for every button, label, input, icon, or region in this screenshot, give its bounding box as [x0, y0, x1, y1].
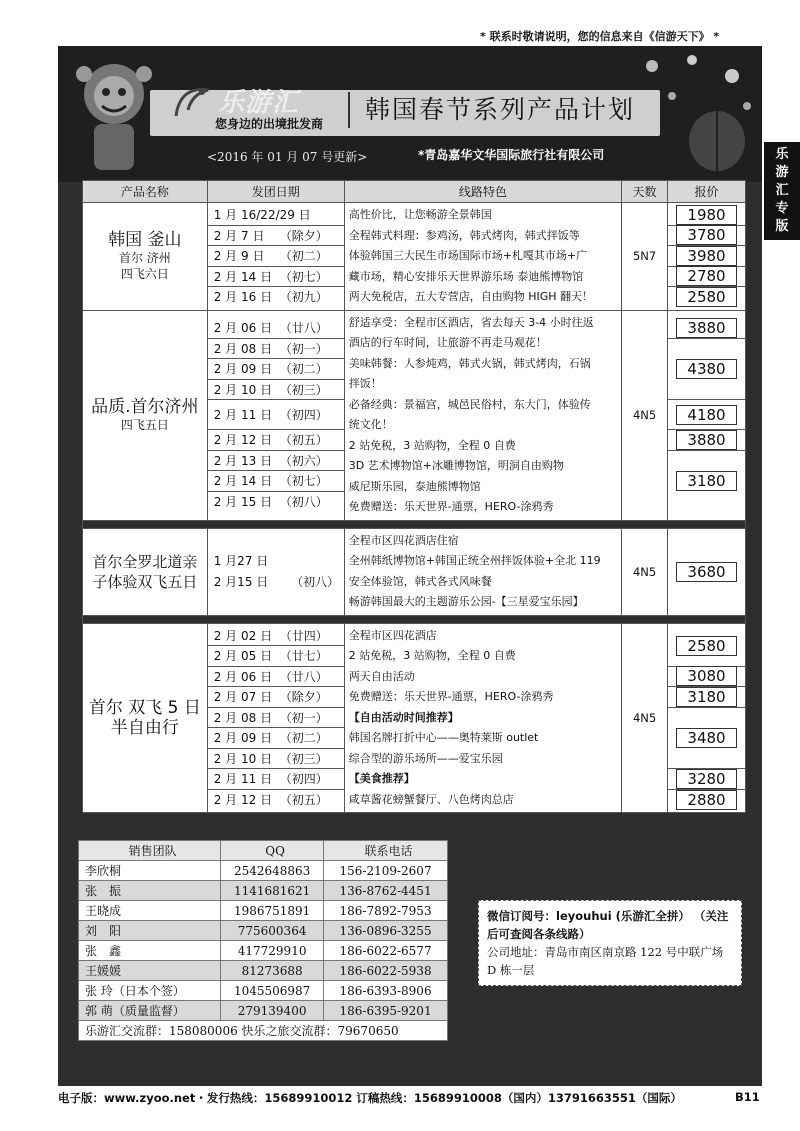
price — [668, 205, 745, 226]
product-sub: 首尔 济州 — [118, 251, 171, 266]
side-tab-char: 游 — [775, 165, 789, 180]
feature-line: 体验韩国三大民生市场国际市场+札嘎其市场+广 — [348, 249, 588, 262]
brand-name: 乐游汇 — [218, 88, 300, 118]
feature-line: 美味韩餐：人参炖鸡，韩式火锅，韩式烤肉，石锅 — [348, 356, 591, 370]
gap-cell — [83, 615, 746, 623]
product-sub: 四飞六日 — [120, 267, 169, 282]
sales-phone: 186-6393-8906 — [324, 981, 448, 1001]
price-value: 4180 — [676, 405, 736, 425]
price-value: 3280 — [676, 769, 736, 789]
departure-date: 2 月 08 日 （初一） — [208, 708, 344, 729]
table-header — [83, 181, 746, 203]
departure-date: 2 月 07 日 （除夕） — [208, 687, 344, 708]
sales-header-team: 销售团队 — [79, 841, 221, 861]
feature-line: 【美食推荐】 — [348, 772, 415, 785]
feature-line: 【自由活动时间推荐】 — [348, 710, 459, 724]
features-cell — [344, 203, 621, 311]
feature-line: 酒店的行车时间，让旅游不再走马观花！ — [348, 336, 547, 349]
sales-phone: 136-0896-3255 — [324, 921, 448, 941]
feature-line: 畅游韩国最大的主题游乐公园-【三星爱宝乐园】 — [348, 595, 584, 608]
sales-team-table — [78, 840, 448, 1041]
departure-date: 2 月 06 日 （廿八） — [208, 667, 344, 688]
sales-phone: 186-7892-7953 — [324, 901, 448, 921]
sales-qq: 1986751891 — [221, 901, 324, 921]
price-col — [668, 623, 746, 813]
feature-line: 2 站免税，3 站购物，全程 0 自费 — [348, 438, 516, 452]
table-row — [79, 961, 448, 981]
table-row — [79, 901, 448, 921]
product-name-cell — [83, 310, 208, 520]
departure-date: 2 月 7 日 （除夕） — [208, 226, 344, 247]
price — [668, 430, 745, 451]
feature-line: 全程韩式料理：参鸡汤，韩式烤肉，韩式拌饭等 — [348, 228, 580, 242]
departure-date: 2 月 09 日 （初二） — [208, 359, 344, 380]
table-row — [79, 881, 448, 901]
price-value: 2780 — [676, 266, 736, 286]
departure-date: 2 月 10 日 （初三） — [208, 749, 344, 770]
days-cell: 4N5 — [622, 623, 668, 813]
agency-name: *青岛嘉华文华国际旅行社有限公司 — [418, 148, 605, 162]
feature-line: 统文化！ — [348, 418, 393, 431]
table-row — [83, 528, 746, 615]
feature-line: 免费赠送：乐天世界-通票，HERO-涂鸦秀 — [348, 500, 554, 513]
price-value: 3080 — [676, 666, 736, 686]
feature-line: 高性价比，让您畅游全景韩国 — [348, 208, 492, 221]
side-tab-char: 乐 — [775, 147, 789, 162]
features-cell — [344, 310, 621, 520]
price — [668, 790, 745, 811]
side-tab-char: 专 — [775, 201, 789, 216]
product-name-cell — [83, 623, 208, 813]
price — [668, 708, 745, 770]
header-price: 报价 — [668, 181, 746, 203]
feature-line: 拌饭！ — [348, 377, 382, 390]
departure-date: 2 月 10 日 （初三） — [208, 380, 344, 401]
feature-line: 2 站免税，3 站购物，全程 0 自费 — [348, 649, 516, 662]
sales-phone: 186-6022-5938 — [324, 961, 448, 981]
sales-name: 张 鑫 — [79, 941, 221, 961]
price-value: 3680 — [676, 562, 736, 582]
product-name-cell — [83, 528, 208, 615]
product-name-cell — [83, 203, 208, 311]
features-cell — [344, 528, 621, 615]
price-value: 3880 — [676, 318, 736, 338]
price-value: 3180 — [676, 471, 736, 491]
price — [668, 626, 745, 667]
price — [668, 267, 745, 288]
departure-date: 2 月 14 日 （初七） — [208, 267, 344, 288]
wechat-line2-text: 后可查阅各条线路） — [487, 927, 591, 941]
feature-line: 全程市区四花酒店住宿 — [348, 533, 459, 547]
table-row — [79, 921, 448, 941]
price — [668, 451, 745, 513]
departure-date: 2 月15 日 （初八） — [213, 574, 340, 589]
sales-qq: 1141681621 — [221, 881, 324, 901]
product-table — [82, 180, 746, 813]
price-value: 2580 — [676, 287, 736, 307]
departure-date: 2 月 12 日 （初五） — [213, 792, 328, 807]
side-tab-char: 版 — [775, 219, 789, 234]
price-value: 3480 — [676, 728, 736, 748]
sales-qq: 279139400 — [221, 1001, 324, 1021]
departure-date: 2 月 9 日 （初二） — [208, 246, 344, 267]
feature-line: 韩国名牌打折中心——奥特莱斯 outlet — [348, 731, 539, 744]
table-row — [79, 861, 448, 881]
price-col — [668, 528, 746, 615]
departure-date: 1 月 16/22/29 日 — [208, 205, 344, 226]
departure-date: 2 月 11 日 （初四） — [208, 769, 344, 790]
price — [668, 769, 745, 790]
chat-groups: 乐游汇交流群：158080006 快乐之旅交流群：79670650 — [79, 1021, 448, 1041]
price-value: 4380 — [676, 359, 736, 379]
departure-date: 2 月 14 日 （初七） — [208, 471, 344, 492]
sales-phone: 136-8762-4451 — [324, 881, 448, 901]
sales-name: 郭 萌（质量监督） — [79, 1001, 221, 1021]
feature-line: 全州韩纸博物馆+韩国正统全州拌饭体验+全北 119 — [348, 554, 601, 567]
product-name: 首尔 双飞 5 日 — [88, 697, 201, 718]
features-cell — [344, 623, 621, 813]
header-product: 产品名称 — [83, 181, 208, 203]
price — [668, 531, 745, 613]
price-value: 2580 — [676, 636, 736, 656]
page-title: 韩国春节系列产品计划 — [365, 95, 636, 124]
departure-date: 2 月 12 日 （初五） — [208, 430, 344, 451]
feature-line: 藏市场，精心安排乐天世界游乐场 泰迪熊博物馆 — [348, 269, 584, 283]
departure-date: 2 月 16 日 （初九） — [213, 290, 328, 304]
feature-line: 3D 艺术博物馆+冰雕博物馆，明洞自由购物 — [348, 459, 564, 472]
sales-name: 王晓成 — [79, 901, 221, 921]
departure-date: 2 月 13 日 （初六） — [208, 451, 344, 472]
date-cell — [207, 203, 344, 311]
sales-name: 张 振 — [79, 881, 221, 901]
sales-qq: 2542648863 — [221, 861, 324, 881]
price-col — [668, 203, 746, 311]
feature-line: 两大免税店，五大专营店，自由购物 HIGH 翻天！ — [348, 290, 594, 303]
sales-name: 刘 阳 — [79, 921, 221, 941]
feature-line: 咸草酱花螃蟹餐厅、八色烤肉总店 — [348, 792, 514, 806]
sales-qq: 417729910 — [221, 941, 324, 961]
departure-date: 2 月 15 日 （初八） — [213, 494, 328, 509]
page-number: B11 — [735, 1090, 760, 1104]
table-row — [79, 1001, 448, 1021]
sales-name: 李欣桐 — [79, 861, 221, 881]
wechat-line1 — [487, 907, 733, 925]
product-sub: 半自由行 — [110, 717, 179, 738]
days-cell: 4N5 — [622, 310, 668, 520]
price — [668, 287, 745, 308]
source-note: * 联系时敬请说明，您的信息来自《信游天下》 * — [480, 30, 720, 43]
sales-phone: 156-2109-2607 — [324, 861, 448, 881]
table-row — [79, 981, 448, 1001]
section-side-tab — [764, 142, 800, 240]
departure-date: 2 月 06 日 （廿八） — [208, 318, 344, 339]
sales-name: 王媛媛 — [79, 961, 221, 981]
price — [668, 318, 745, 339]
update-date: <2016 年 01 月 07 号更新> — [207, 150, 368, 164]
wechat-line1-text: 微信订阅号：leyouhui (乐游汇全拼） （关注 — [487, 909, 729, 923]
price — [668, 246, 745, 267]
header-features: 线路特色 — [344, 181, 621, 203]
price — [668, 667, 745, 688]
product-name: 韩国 釜山 — [108, 230, 182, 251]
departure-date: 2 月 02 日 （廿四） — [208, 626, 344, 647]
price — [668, 400, 745, 430]
product-sub: 四飞五日 — [120, 418, 169, 432]
sales-footer — [79, 1021, 448, 1041]
sales-qq: 1045506987 — [221, 981, 324, 1001]
sales-header-qq: QQ — [221, 841, 324, 861]
lion-dance-icon — [64, 54, 164, 174]
sales-header — [79, 841, 448, 861]
company-address: 公司地址：青岛市南区南京路 122 号中联广场 D 栋一层 — [487, 945, 724, 977]
product-name: 品质.首尔济州 — [91, 397, 199, 417]
row-gap — [83, 615, 746, 623]
gap-cell — [83, 520, 746, 528]
price-value: 3880 — [676, 430, 736, 450]
brand-slogan: 您身边的出境批发商 — [215, 117, 324, 131]
price-value: 3180 — [676, 687, 736, 707]
feature-line: 综合型的游乐场所——爱宝乐园 — [348, 751, 503, 765]
feature-line: 舒适享受：全程市区酒店，省去每天 3-4 小时往返 — [348, 315, 594, 329]
price — [668, 339, 745, 401]
sales-qq: 81273688 — [221, 961, 324, 981]
price — [668, 226, 745, 247]
table-row — [79, 941, 448, 961]
wechat-line2 — [487, 925, 733, 943]
wechat-info-box — [478, 900, 742, 986]
sales-phone: 186-6395-9201 — [324, 1001, 448, 1021]
departure-date: 2 月 08 日 （初一） — [208, 339, 344, 360]
date-cell — [207, 310, 344, 520]
table-row — [83, 310, 746, 520]
feature-line: 两天自由活动 — [348, 669, 415, 683]
product-name: 首尔全罗北道亲子体验双飞五日 — [92, 552, 198, 591]
feature-line: 必备经典：景福宫，城邑民俗村，东大门，体验传 — [348, 397, 591, 411]
table-row — [83, 203, 746, 311]
date-cell — [207, 623, 344, 813]
days-cell: 5N7 — [622, 203, 668, 311]
feature-line: 全程市区四花酒店 — [348, 628, 437, 642]
price-value: 2880 — [676, 790, 736, 810]
date-cell — [207, 528, 344, 615]
departure-date: 2 月 11 日 （初四） — [208, 400, 344, 430]
side-tab-char: 汇 — [775, 183, 789, 198]
footer-contacts: 电子版：www.zyoo.net・发行热线：15689910012 订稿热线：15689910008（国内）13791663551（国际） — [58, 1091, 682, 1105]
sales-header-phone: 联系电话 — [324, 841, 448, 861]
header-days: 天数 — [622, 181, 668, 203]
price-value: 3780 — [676, 225, 736, 245]
table-row — [83, 623, 746, 813]
sales-phone: 186-6022-6577 — [324, 941, 448, 961]
row-gap — [83, 520, 746, 528]
departure-date: 2 月 05 日 （廿七） — [208, 646, 344, 667]
feature-line: 安全体验馆，韩式各式风味餐 — [348, 574, 492, 588]
header-date: 发团日期 — [207, 181, 344, 203]
days-cell: 4N5 — [622, 528, 668, 615]
title-divider — [348, 92, 350, 128]
price-value: 1980 — [676, 205, 736, 225]
sales-qq: 775600364 — [221, 921, 324, 941]
logo-swirl-icon — [170, 80, 214, 124]
departure-date: 1 月27 日 — [213, 554, 269, 568]
sales-name: 张 玲（日本个签） — [79, 981, 221, 1001]
feature-line: 威尼斯乐园，泰迪熊博物馆 — [348, 479, 481, 493]
feature-line: 免费赠送：乐天世界-通票，HERO-涂鸦秀 — [348, 690, 554, 703]
price-col — [668, 310, 746, 520]
price — [668, 687, 745, 708]
departure-date: 2 月 09 日 （初二） — [208, 728, 344, 749]
price-value: 3980 — [676, 246, 736, 266]
